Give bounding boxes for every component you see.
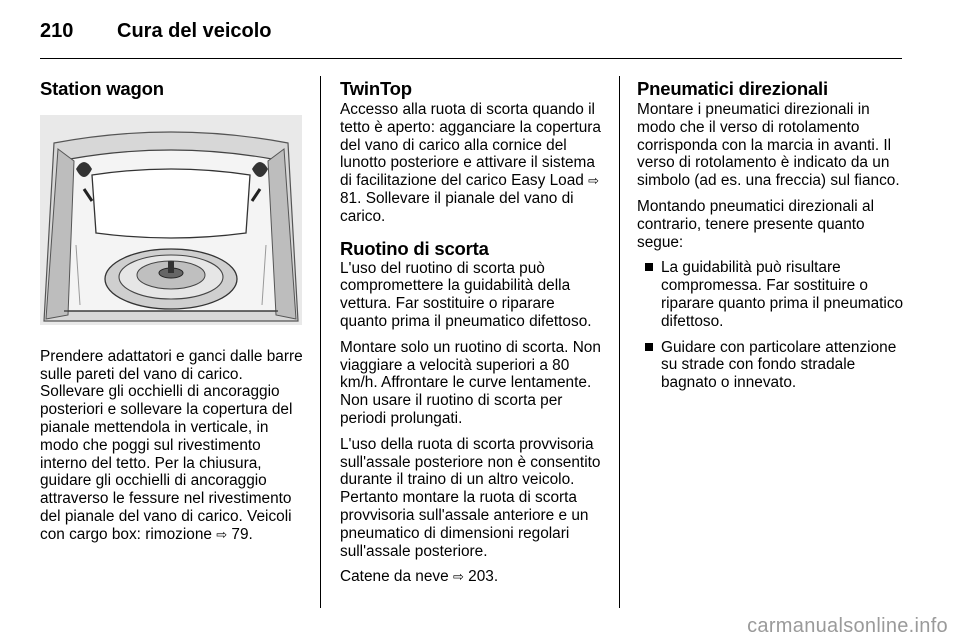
bullet-square-icon [645, 263, 653, 271]
page-reference-arrow-icon: ⇨ [452, 569, 464, 585]
paragraph-text: Prendere adattatori e ganci dalle barre sulle pareti del vano di carico. Sollevare gli occhielli di ancoraggio posteriori e sollevare la copertura del pianale mettendola in verticale, in modo che poggi sul rivestimento interno del tetto. Per la chiusura, guidare gli occhielli di ancoraggio attraverso le fessure nel rivestimento del pianale del vano di carico. Veicoli con cargo box: rimozione [40, 347, 303, 543]
page-reference: 81. [340, 189, 362, 207]
paragraph-twintop [340, 101, 606, 226]
column-pneumatici [637, 78, 905, 400]
list-item [637, 339, 905, 392]
column-twintop [340, 78, 606, 594]
page-header [40, 16, 902, 52]
paragraph-text-tail: Sollevare il pianale del vano di carico. [340, 189, 574, 225]
paragraph-pneumatici-1: Montare i pneumatici direzionali in modo che il verso di rotolamento corrisponda con la marcia in avanti. Il verso di rotolamento è indicato da un simbolo (ad es. una freccia) sul fianco. [637, 101, 900, 190]
page-reference: 203. [468, 568, 499, 586]
watermark: carmanualsonline.info [747, 615, 948, 637]
section-heading-twintop: TwinTop [340, 78, 412, 99]
page-reference-arrow-icon: ⇨ [588, 173, 600, 189]
paragraph-text: Catene da neve [340, 568, 449, 586]
paragraph-pneumatici-2: Montando pneumatici direzionali al contrario, tenere presente quanto segue: [637, 197, 874, 251]
page-number: 210 [40, 20, 74, 42]
paragraph-station-wagon [40, 348, 308, 544]
section-heading-station-wagon: Station wagon [40, 78, 164, 99]
list-item [637, 259, 905, 330]
section-heading-ruotino: Ruotino di scorta [340, 237, 489, 259]
bullet-list [637, 259, 905, 392]
trunk-spare-wheel-illustration [40, 115, 302, 325]
page-reference-arrow-icon: ⇨ [216, 526, 228, 542]
bullet-square-icon [645, 343, 653, 351]
page-reference: 79. [231, 525, 253, 543]
column-station-wagon [40, 78, 308, 552]
paragraph-ruotino-1: L'uso del ruotino di scorta può compromettere la guidabilità della vettura. Far sostituire o riparare quanto prima il pneumatico difettoso. [340, 259, 592, 330]
paragraph-ruotino-2: Montare solo un ruotino di scorta. Non viaggiare a velocità superiori a 80 km/h. Affrontare le curve lentamente. Non usare il ruotino di scorta per periodi prolungati. [340, 338, 601, 427]
column-divider-2 [619, 76, 620, 608]
list-item-text: Guidare con particolare attenzione su strade con fondo stradale bagnato o innevato. [661, 338, 897, 392]
chapter-title: Cura del veicolo [117, 20, 272, 42]
section-heading-pneumatici: Pneumatici direzionali [637, 78, 828, 99]
list-item-text: La guidabilità può risultare compromessa. Far sostituire o riparare quanto prima il pneumatico difettoso. [661, 259, 904, 330]
paragraph-ruotino-3: L'uso della ruota di scorta provvisoria sull'assale posteriore non è consentito durante il traino di un altro veicolo. Pertanto montare la ruota di scorta provvisoria sull'assale anteriore e un pneumatico di dimensioni regolari sull'assale posteriore. [340, 435, 601, 560]
paragraph-catene [340, 568, 606, 586]
paragraph-text: Accesso alla ruota di scorta quando il tetto è aperto: agganciare la copertura del vano di carico alla cornice del lunotto posteriore e attivare il sistema di facilitazione del carico Easy Load [340, 101, 601, 190]
column-divider-1 [320, 76, 321, 608]
header-rule [40, 58, 902, 59]
